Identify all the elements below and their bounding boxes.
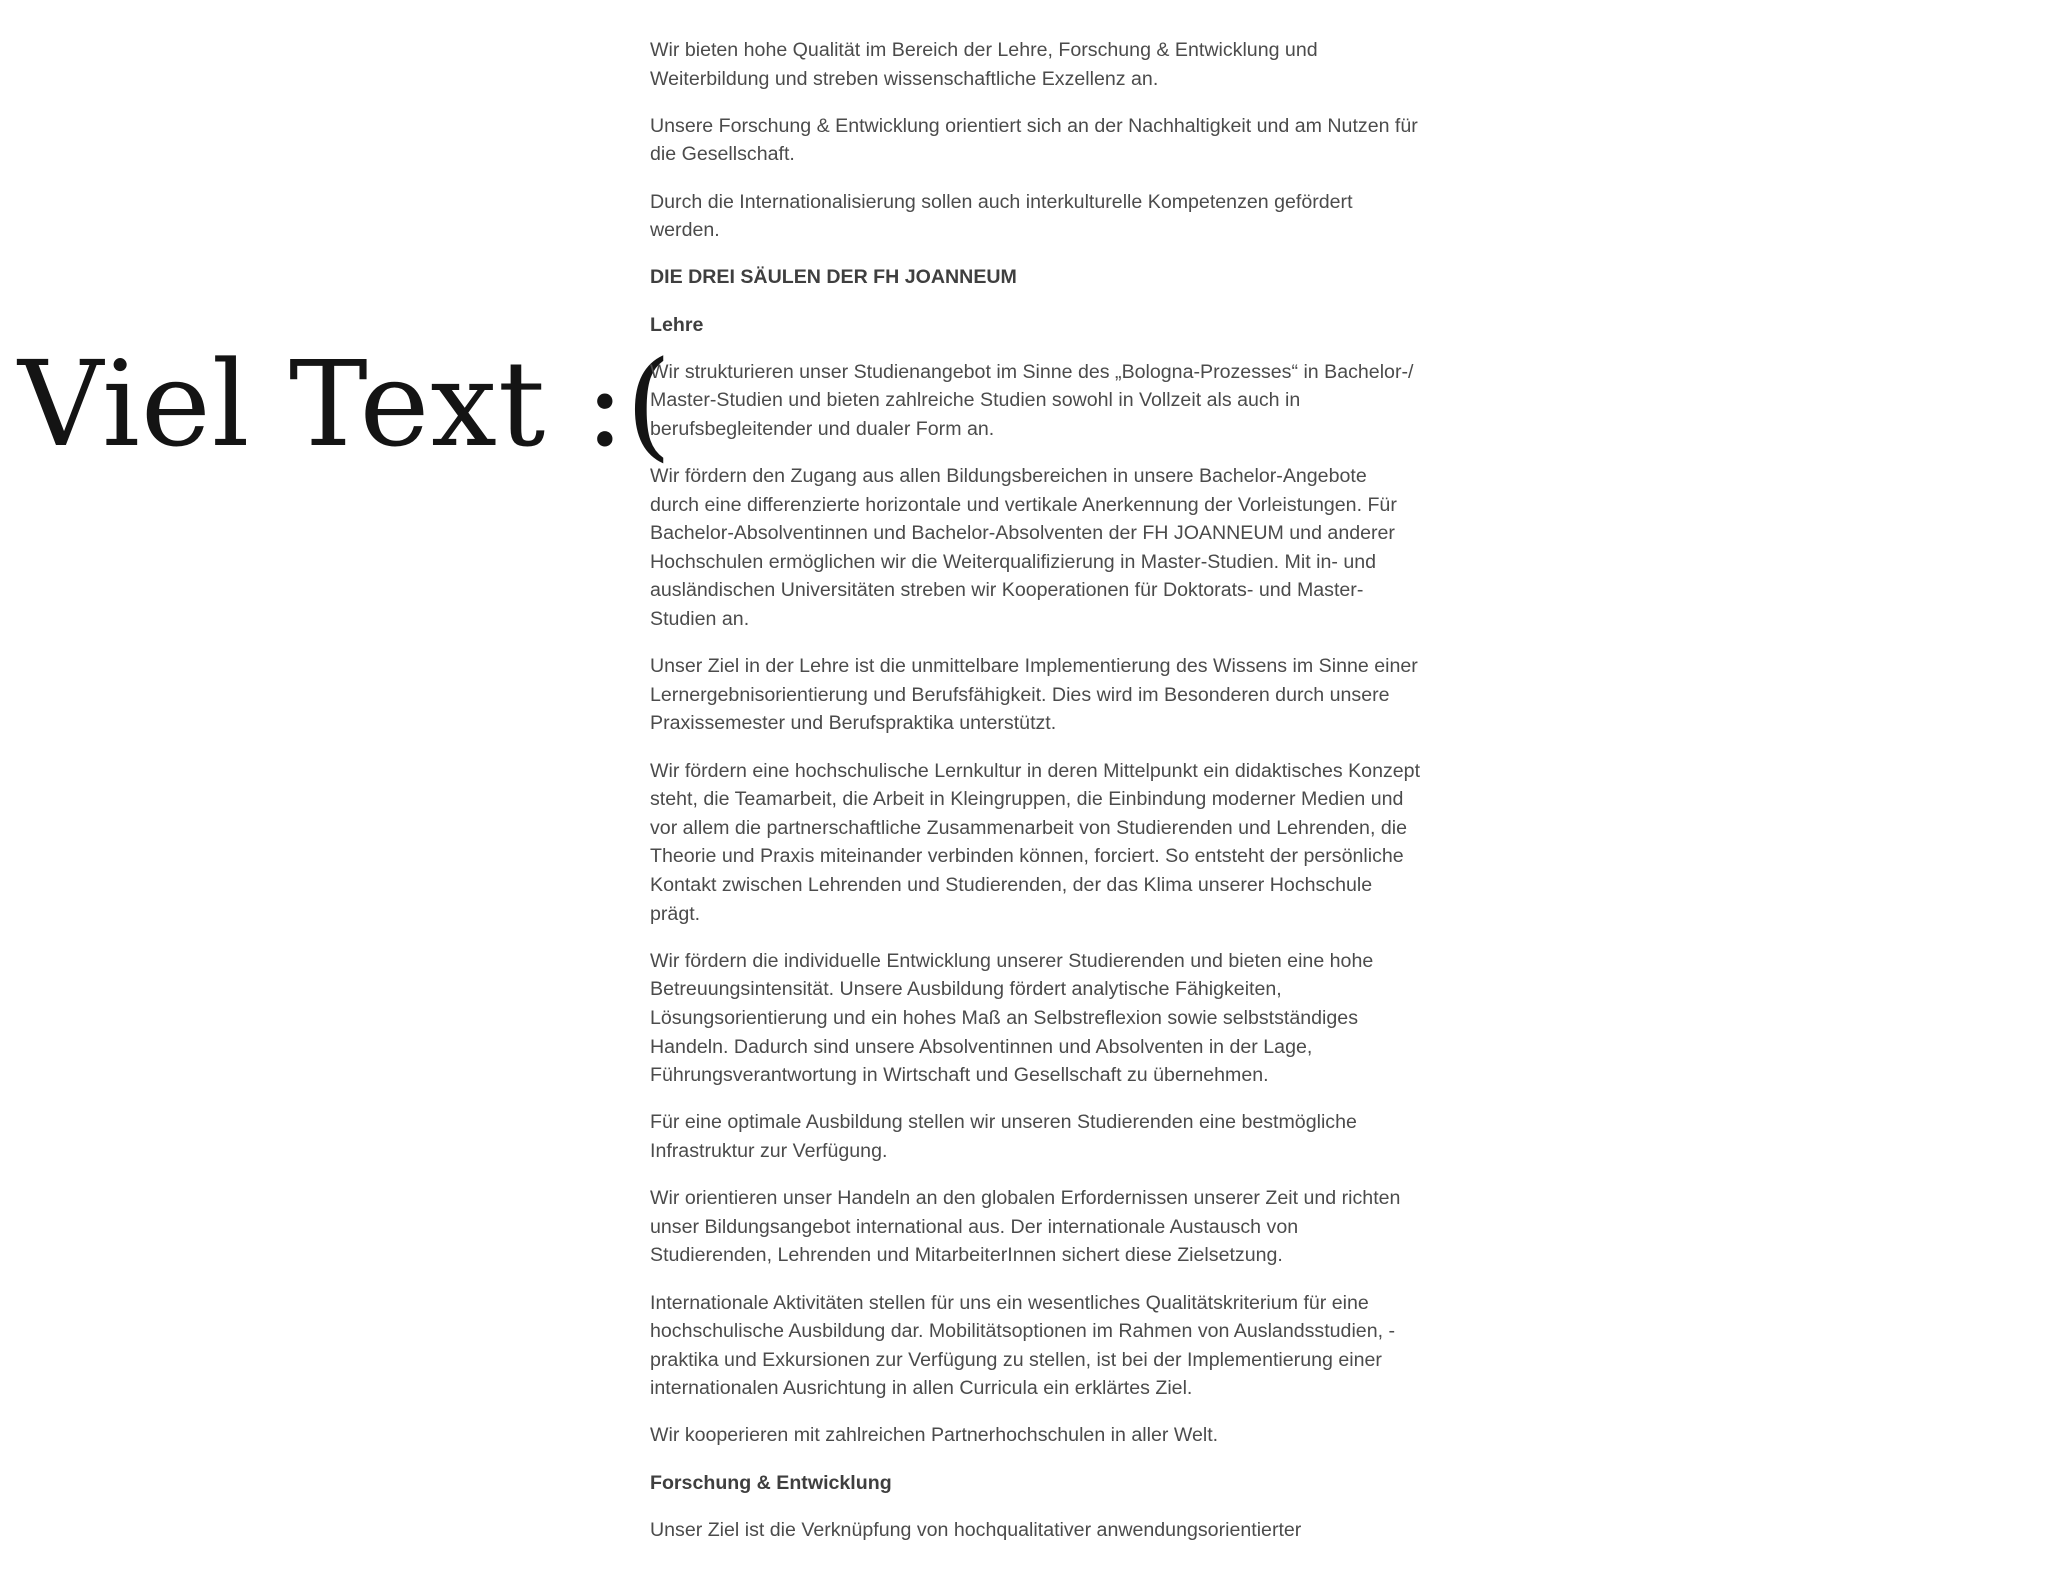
paragraph: Für eine optimale Ausbildung stellen wir unseren Studierenden eine bestmögliche Infrastruktur zur Verfügung. <box>650 1111 1357 1162</box>
paragraph: Wir bieten hohe Qualität im Bereich der Lehre, Forschung & Entwicklung und Weiterbildung und streben wissenschaftliche Exzellenz an. <box>650 39 1318 90</box>
document-text-column <box>650 36 1420 1558</box>
paragraph: Unsere Forschung & Entwicklung orientiert sich an der Nachhaltigkeit und am Nutzen für die Gesellschaft. <box>650 114 1418 166</box>
paragraph: Unser Ziel in der Lehre ist die unmittelbare Implementierung des Wissens im Sinne einer Lernergebnisorientierung und Berufsfähigkeit. Dies wird im Besonderen durch unsere Praxissemester und Berufspraktika unterstützt. <box>650 655 1418 735</box>
paragraph: Wir orientieren unser Handeln an den globalen Erfordernissen unserer Zeit und richten unser Bildungsangebot international aus. Der internationale Austausch von Studierenden, Lehrenden und MitarbeiterInnen sichert diese Zielsetzung. <box>650 1187 1401 1267</box>
paragraph: Wir fördern die individuelle Entwicklung unserer Studierenden und bieten eine hohe Betreuungsintensität. Unsere Ausbildung fördert analytische Fähigkeiten, Lösungsorientierung und ein hohes Maß an Selbstreflexion sowie selbstständiges Handeln. Dadurch sind unsere Absolventinnen und Absolventen in der Lage, Führungsverantwortung in Wirtschaft und Gesellschaft zu übernehmen. <box>650 949 1374 1087</box>
paragraph: Wir kooperieren mit zahlreichen Partnerhochschulen in aller Welt. <box>650 1424 1219 1447</box>
paragraph: Internationale Aktivitäten stellen für uns ein wesentliches Qualitätskriterium für eine hochschulische Ausbildung dar. Mobilitätsoptionen im Rahmen von Auslandsstudien, -praktika und Exkursionen zur Verfügung zu stellen, ist bei der Implementierung einer internationalen Ausrichtung in allen Curricula ein erklärtes Ziel. <box>650 1291 1396 1400</box>
paragraph: Wir fördern den Zugang aus allen Bildungsbereichen in unsere Bachelor-Angebote durch eine differenzierte horizontale und vertikale Anerkennung der Vorleistungen. Für Bachelor-Absolventinnen und Bachelor-Absolventen der FH JOANNEUM und anderer Hochschulen ermöglichen wir die Weiterqualifizierung in Master-Studien. Mit in- und ausländischen Universitäten streben wir Kooperationen für Doktorats- und Master-Studien an. <box>650 465 1397 631</box>
paragraph: Unser Ziel ist die Verknüpfung von hochqualitativer anwendungsorientierter <box>650 1518 1302 1541</box>
section-heading: DIE DREI SÄULEN DER FH JOANNEUM <box>650 266 1017 289</box>
subsection-heading: Lehre <box>650 313 704 336</box>
subsection-heading: Forschung & Entwicklung <box>650 1471 892 1494</box>
paragraph: Durch die Internationalisierung sollen auch interkulturelle Kompetenzen gefördert werden. <box>650 190 1353 242</box>
paragraph: Wir fördern eine hochschulische Lernkultur in deren Mittelpunkt ein didaktisches Konzept steht, die Teamarbeit, die Arbeit in Kleingruppen, die Einbindung moderner Medien und vor allem die partnerschaftliche Zusammenarbeit von Studierenden und Lehrenden, die Theorie und Praxis miteinander verbinden können, forciert. So entsteht der persönliche Kontakt zwischen Lehrenden und Studierenden, der das Klima unserer Hochschule prägt. <box>650 759 1420 925</box>
slide-title: Viel Text :( <box>18 335 673 473</box>
paragraph: Wir strukturieren unser Studienangebot im Sinne des „Bologna-Prozesses“ in Bachelor-/ Master-Studien und bieten zahlreiche Studien sowohl in Vollzeit als auch in berufsbegleitender und dualer Form an. <box>650 360 1414 440</box>
